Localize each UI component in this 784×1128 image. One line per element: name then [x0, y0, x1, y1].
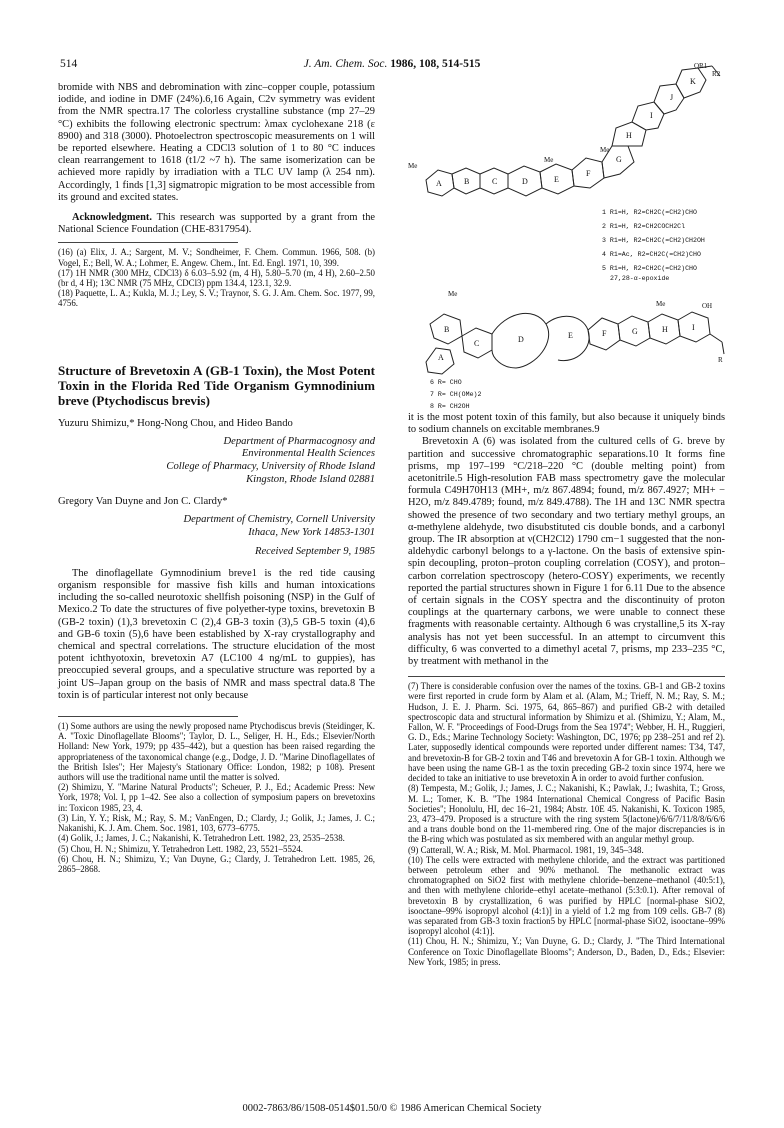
footnote-1: (1) Some authors are using the newly proposed name Ptychodiscus brevis (Steidinger, K. A. "Toxic Dinoflagellate Blooms"; Taylor, D. L., Seliger, H. H., Eds.; Elsevier/North Holland: New York, 1979; pp 435–442), but a question has been raised regarding the appropriateness of the taxonomical change (e.g., Dodge, J. D. "Marine Dinoflagellates of the British Isles"; Her Majesty's Stationary Office: London, 1982; p 108). Present authors will use the traditional name until the matter is solved.	[58, 721, 375, 783]
polyether-structures	[406, 62, 728, 412]
ring-label: E	[554, 175, 559, 184]
legend-top-line: 2 R1=H, R2=CH2COCH2Cl	[602, 223, 686, 230]
footnote-divider	[58, 242, 238, 243]
ring-label: F	[586, 169, 591, 178]
ring-label: G	[616, 155, 622, 164]
authors-cornell: Gregory Van Duyne and Jon C. Clardy*	[58, 496, 228, 508]
paragraph-continuation: it is the most potent toxin of this family, but also because it uniquely binds to sodium channels on excitable membranes.9	[408, 412, 725, 436]
ring-label: F	[602, 329, 607, 338]
footnote-9: (9) Catterall, W. A.; Risk, M. Mol. Pharmacol. 1981, 19, 345–348.	[408, 844, 644, 855]
affiliation-line: College of Pharmacy, University of Rhode Island	[166, 461, 375, 473]
authors-rhode-island: Yuzuru Shimizu,* Hong-Nong Chou, and Hideo Bando	[58, 417, 293, 429]
ring-label: J	[670, 93, 674, 102]
legend-top-line: 1 R1=H, R2=CH2C(=CH2)CHO	[602, 209, 697, 216]
footnotes-article-left	[58, 721, 375, 874]
ring-label: H	[662, 325, 668, 334]
atom-label: R2	[712, 70, 721, 78]
ring-label: A	[436, 179, 442, 188]
ring-j-top	[654, 84, 684, 114]
atom-label: Me	[600, 146, 610, 154]
legend-bottom-line: 8 R= CH2OH	[430, 403, 470, 410]
footnote-2: (2) Shimizu, Y. "Marine Natural Products"; Scheuer, P. J., Ed.; Academic Press: New York, 1978; Vol. I, pp 1–42. See also a collection of symposium papers on brevetoxins in: Toxicon 1985, 23, 4.	[58, 782, 375, 813]
legend-bottom-line: 6 R= CHO	[430, 379, 462, 386]
footnote-3: (3) Lin, Y. Y.; Risk, M.; Ray, S. M.; VanEngen, D.; Clardy, J.; Golik, J.; James, J. C.; Nakanishi, K. J. Am. Chem. Soc. 1981, 103, 6773–6775.	[58, 812, 375, 834]
footnotes-article-right	[408, 681, 725, 967]
atom-label: Me	[544, 156, 554, 164]
paragraph-isolation: Brevetoxin A (6) was isolated from the cultured cells of G. breve by partition and successive chromatographic separations.10 It forms fine prisms, mp 197–199 °C/218–220 °C (double melting point) from acetonitrile.5 High-resolution FAB mass spectrometry gave the molecular formula C49H70H13 (MH+, m/z 867.4894; found, m/z 867.4927; MH+ − H2O, m/z 849.4789; found, m/z 849.4788). The 1H and 13C NMR spectra showed the presence of two secondary and two tertiary methyl groups, an α-methylene aldehyde, two disubstituted cis double bonds, and a carbonyl group. The IR absorption at ν(CH2Cl2) 1790 cm−1 suggested that the non-aldehydic carbonyl belongs to a γ-lactone. On the basis of extensive spin-spin decoupling, proton–proton coupling correlation (COSY), and proton–carbon correlation spectroscopy (hetero-COSY) experiments, we recently reported the partial structures shown in Figure 1 for 6.11 Due to the absence of certain signals in the COSY spectra and the discontinuity of proton couplings at the quarternary carbons, we were unable to connect these fragments with reasonable certainty. Although 6 was crystalline,5 its X-ray analysis has not yet been successful. In an attempt to circumvent this difficulty, 6 was converted to a dimethyl acetal 7, prisms, mp 233–235 °C, by treatment with methanol in the	[408, 436, 725, 668]
ring-label: C	[474, 339, 480, 348]
affiliation-line: Department of Pharmacognosy and	[223, 435, 375, 447]
ring-i-top	[632, 102, 664, 130]
received-date: Received September 9, 1985	[254, 545, 375, 557]
ring-label: E	[568, 331, 573, 340]
atom-label: Me	[656, 300, 666, 308]
ring-label: I	[650, 111, 653, 120]
footnote-10: (10) The cells were extracted with methylene chloride, and the extract was partitioned between petroleum ether and 90% methanol. The methanolic extract was chromatographed on SiO2 first with methylene chloride–benzene–methanol (40:5:1), and then with methylene chloride–ethyl acetate–methanol (5:3:0.1). After removal of brevetoxin B by crystallization, 6 was purified by HPLC [normal-phase SiO2, isooctane–99% isopropyl alcohol (4:1)] in a yield of 1.2 mg from 109 cells. GB-7 (8) was separated from GB-3 toxin fraction5 by HPLC [normal-phase SiO2, isooctane–99% isopropyl alcohol (4:1)].	[408, 854, 725, 937]
atom-label: Me	[408, 162, 418, 170]
atom-label: OH	[702, 302, 713, 310]
ring-label: I	[692, 323, 695, 332]
ring-label: B	[444, 325, 450, 334]
left-column	[58, 82, 375, 874]
affiliation-cornell	[58, 514, 375, 539]
atom-label: Me	[448, 290, 458, 298]
copyright-footer: 0002-7863/86/1508-0514$01.50/0 © 1986 American Chemical Society	[242, 1103, 542, 1114]
ring-label: K	[690, 77, 696, 86]
legend-top-line: 3 R1=H, R2=CH2C(=CH2)CH2OH	[602, 237, 705, 244]
ring-label: B	[464, 177, 470, 186]
footnote-divider	[58, 716, 238, 717]
footnote-5: (5) Chou, H. N.; Shimizu, Y. Tetrahedron Lett. 1982, 23, 5521–5524.	[58, 843, 303, 854]
affiliation-line: Kingston, Rhode Island 02881	[246, 473, 375, 485]
legend-bottom-line: 7 R= CH(OMe)2	[430, 391, 482, 398]
footnote-11: (11) Chou, H. N.; Shimizu, Y.; Van Duyne, G. D.; Clardy, J. "The Third International Conference on Toxic Dinoflagellate Blooms"; Anderson, D., Baden, D., Eds.; Elsevier: New York, 1985; in press.	[408, 936, 725, 967]
footnote-7: (7) There is considerable confusion over the names of the toxins. GB-1 and GB-2 toxins were first reported in crude form by Alam et al. (Alam, M.; Trieff, N. M.; Ray, S. M.; Hudson, J. E. J. Pharm. Sci. 1975, 64, 865–867) and purified GB-2 with detailed spectroscopic data and structural information by Shimizu et al. (Shimizu, Y.; Alam, M., Fallon, W. F. "Proceedings of Food-Drugs from the Sea 1974"; Webber, H. H., Ruggieri, G. D., Eds.; Marine Technology Society: Washington, DC, 1976; pp 238–251 and ref 2). Later, supposedly identical compounds were reported under different names: T34, T47, and brevetoxin-B for GB-2 toxin and T46 and brevetoxin A for GB-1 toxin. Although we have been using the name GB-1 as the toxin preceding GB-2 toxin since 1974, here we decided to take an initiative to use brevetoxin A in order to avoid further confusion.	[408, 681, 725, 784]
acknowledgment-text: This research was supported by a grant from the National Science Foundation (CHE-8317954).	[58, 212, 375, 236]
ring-label: G	[632, 327, 638, 336]
affiliation-line: Ithaca, New York 14853-1301	[248, 527, 375, 539]
footnote-6: (6) Chou, H. N.; Shimizu, Y.; Van Duyne, G.; Clardy, J. Tetrahedron Lett. 1985, 26, 2865–2868.	[58, 853, 375, 874]
right-column	[408, 412, 725, 967]
volume-year: 1986, 108, 514-515	[390, 58, 481, 70]
footnote-17: (17) 1H NMR (300 MHz, CDCl3) δ 6.03–5.92 (m, 4 H), 5.80–5.70 (m, 4 H), 2.60–2.50 (br d, 4 H); 13C NMR (75 MHz, CDCl3) ppm 134.4, 123.1, 32.9.	[58, 267, 375, 289]
footnote-8: (8) Tempesta, M.; Golik, J.; James, J. C.; Nakanishi, K.; Pawlak, J.; Iwashita, T.; Gross, M. L.; Tomer, K. B. "The 1984 International Chemical Congress of Pacific Basin Societies"; Honolulu, HI, dec 16–21, 1984; Abstr. 10E 45. Nakanishi, K. Toxicon 1985, 23, 473–479. Proposed is a structure with the ring system 5(lactone)/6/6/7/11/8/8/6/6/6 and a trans double bond on the 11-membered ring. One of the major discrepancies is in the B-ring which was postulated as six membered with an angular methyl group.	[408, 783, 725, 845]
legend-top-line: 27,28-α-epoxide	[610, 275, 670, 282]
footnote-divider	[408, 676, 725, 677]
structure-figure	[406, 62, 728, 412]
acknowledgment	[58, 212, 375, 236]
paragraph-previous-article: bromide with NBS and debromination with zinc–copper couple, potassium iodide, and iodine in DMF (24%).6,16 Again, C2v symmetry was evident from the NMR spectra.17 The colorless crystalline substance (mp 27–29 °C) exhibits the following electronic spectrum: λmax cyclohexane 218 (ε 8900) and 318 (3000). Photoelectron spectroscopic measurements on 1 will be reported elsewhere. Heating a CDCl3 solution of 1 to 80 °C induces clean rearrangement to 1618 (t1/2 ~7 h). The same isomerization can be achieved more rapidly by irradiation with a TLC UV lamp (λ 254 nm). Accordingly, 1 finds [1,3] sigmatropic migration to be most accessible from its ground and excited states.	[58, 82, 375, 203]
footnote-4: (4) Golik, J.; James, J. C.; Nakanishi, K. Tetrahedron Lett. 1982, 23, 2535–2538.	[58, 833, 345, 844]
page-number: 514	[60, 58, 78, 70]
atom-label: OR1	[694, 62, 708, 70]
atom-label: R	[718, 356, 723, 364]
ring-label: A	[438, 353, 444, 362]
footnotes-previous	[58, 247, 375, 308]
ring-label: D	[518, 335, 524, 344]
ring-label: D	[522, 177, 528, 186]
footnote-16: (16) (a) Elix, J. A.; Sargent, M. V.; Sondheimer, F. Chem. Commun. 1966, 508. (b) Vogel, E.; Bell, W. A.; Lohmer, E. Angew. Chem., Int. Ed. Engl. 1971, 10, 399.	[58, 247, 375, 268]
article-title: Structure of Brevetoxin A (GB-1 Toxin), the Most Potent Toxin in the Florida Red Tide Organism Gymnodinium breve (Ptychodiscus brevis)	[58, 362, 375, 408]
legend-top-line: 4 R1=Ac, R2=CH2C(=CH2)CHO	[602, 251, 701, 258]
affiliation-rhode-island	[58, 436, 375, 486]
affiliation-line: Environmental Health Sciences	[241, 448, 375, 460]
journal-name: J. Am. Chem. Soc.	[303, 58, 388, 70]
affiliation-line: Department of Chemistry, Cornell University	[183, 514, 375, 526]
footnote-18: (18) Paquette, L. A.; Kukla, M. J.; Ley, S. V.; Traynor, S. G. J. Am. Chem. Soc. 1977, 99, 4756.	[58, 288, 375, 309]
acknowledgment-label: Acknowledgment.	[72, 212, 152, 224]
ring-label: H	[626, 131, 632, 140]
legend-top-line: 5 R1=H, R2=CH2C(=CH2)CHO	[602, 265, 697, 272]
ring-label: C	[492, 177, 498, 186]
paragraph-intro: The dinoflagellate Gymnodinium breve1 is the red tide causing organism responsible for massive fish kills and human intoxications including the so-called neurotoxic shellfish poisoning (NSP) in the Gulf of Mexico.2 To date the structures of five polyether-type toxins, brevetoxin B (GB-2 toxin) (1),3 brevetoxin C (2),4 GB-3 toxin (3),5 GB-5 toxin (4),6 and GB-6 toxin (5),6 have been established by X-ray crystallography and chemical and spectral correlations. The structure elucidation of the most potent ichthyotoxin, brevetoxin A7 (LC100 4 ng/mL to guppies), has preoccupied several groups, and a speculative structure was reported by a joint US–Japan group on the basis of NMR and mass spectral data.8 The toxin is of particular interest not only because	[58, 567, 375, 701]
